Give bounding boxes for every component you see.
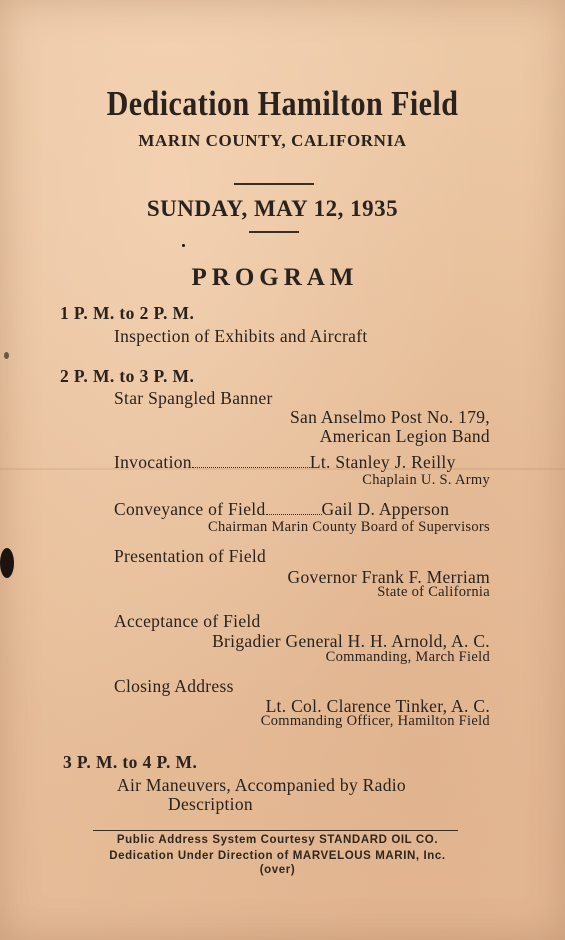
ink-spot <box>4 352 9 359</box>
item-label: Conveyance of Field <box>114 499 266 519</box>
performer-line-2: American Legion Band <box>319 426 490 446</box>
footer-over-note: (over) <box>259 864 296 876</box>
footer-divider <box>93 830 458 831</box>
speaker-role: State of California <box>377 584 490 600</box>
item-speaker: Governor Frank F. Merriam <box>287 567 490 587</box>
item-speaker: Lt. Col. Clarence Tinker, A. C. <box>265 696 490 716</box>
item-speaker: Brigadier General H. H. Arnold, A. C. <box>212 631 490 651</box>
speaker-role: Commanding, March Field <box>325 649 490 665</box>
item-label: Invocation <box>114 452 192 472</box>
location-subtitle: MARIN COUNTY, CALIFORNIA <box>138 131 407 150</box>
event-date: SUNDAY, MAY 12, 1935 <box>146 196 399 221</box>
footer-line-sponsor: Public Address System Courtesy STANDARD OIL CO. <box>116 834 439 846</box>
speaker-role: Chairman Marin County Board of Supervisors <box>207 519 490 535</box>
item-speaker: Gail D. Apperson <box>321 499 450 519</box>
session-item-exhibits: Inspection of Exhibits and Aircraft <box>114 326 368 346</box>
program-item-anthem: Star Spangled Banner <box>114 388 273 408</box>
session-item-maneuvers-line-1: Air Maneuvers, Accompanied by Radio <box>117 775 406 795</box>
session-time-2: 2 P. M. to 3 P. M. <box>60 366 195 386</box>
performer-line-1: San Anselmo Post No. 179, <box>289 407 490 427</box>
speaker-role: Commanding Officer, Hamilton Field <box>260 713 490 729</box>
dot-leader <box>266 513 322 515</box>
document-title: Dedication Hamilton Field <box>106 84 459 123</box>
program-heading: PROGRAM <box>191 264 359 291</box>
dot-leader <box>192 466 310 468</box>
divider-bottom <box>249 231 299 233</box>
divider-top <box>234 183 314 185</box>
ink-spot <box>182 244 185 247</box>
program-item-acceptance: Acceptance of Field <box>114 611 261 631</box>
ink-blot <box>0 548 14 578</box>
footer-line-direction: Dedication Under Direction of MARVELOUS MARIN, Inc. <box>109 850 446 862</box>
program-item-conveyance <box>114 499 449 520</box>
item-speaker: Lt. Stanley J. Reilly <box>309 452 456 472</box>
session-time-3: 3 P. M. to 4 P. M. <box>63 752 198 772</box>
session-item-maneuvers-line-2: Description <box>168 794 253 814</box>
program-item-closing: Closing Address <box>114 676 234 696</box>
program-item-presentation: Presentation of Field <box>114 546 267 566</box>
speaker-role: Chaplain U. S. Army <box>362 472 490 488</box>
session-time-1: 1 P. M. to 2 P. M. <box>60 303 195 323</box>
program-item-invocation <box>114 452 456 473</box>
